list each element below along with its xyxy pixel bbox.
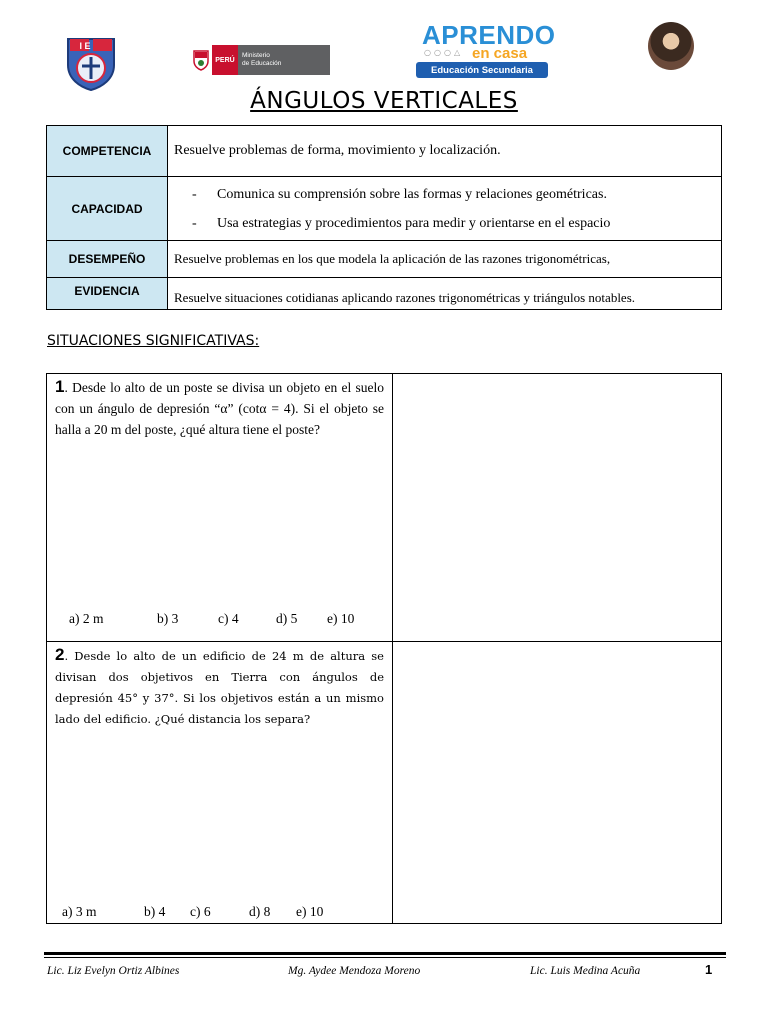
option-d: d) 5 <box>276 611 298 626</box>
problem-1-statement <box>55 376 384 440</box>
footer-author-1: Lic. Liz Evelyn Ortiz Albines <box>47 965 180 977</box>
option-e: e) 10 <box>296 904 324 919</box>
problem-1-work-area[interactable] <box>393 374 722 642</box>
footer-author-3: Lic. Luis Medina Acuña <box>530 965 641 977</box>
problem-2-cell <box>47 642 393 924</box>
competencies-table <box>46 125 722 310</box>
desempeno-text: Resuelve problemas en los que modela la aplicación de las razones trigonométricas, <box>168 241 722 278</box>
footer-divider-thick <box>44 952 726 955</box>
competencia-row <box>47 126 722 177</box>
aprendo-en-casa-logo <box>414 20 556 80</box>
capacidad-list-cell <box>168 177 722 241</box>
peru-shield-icon <box>190 45 212 75</box>
list-item <box>192 180 721 209</box>
saint-portrait-icon <box>648 22 694 70</box>
evidencia-text: Resuelve situaciones cotidianas aplicando razones trigonométricas y triángulos notables. <box>168 278 722 310</box>
problem-2-work-area[interactable] <box>393 642 722 924</box>
problem-2-text: . Desde lo alto de un edificio de 24 m de altura se divisan dos objetivos en Tierra con ángulos de depresión 45° y 37°. Si los objetivos están a un mismo lado del edificio. ¿Qué distancia los separa? <box>55 649 384 726</box>
list-item <box>192 209 721 238</box>
crest-letters: I E <box>79 41 91 51</box>
aprendo-title: APRENDO <box>422 20 556 50</box>
option-a: a) 2 m <box>69 611 104 626</box>
desempeno-row <box>47 241 722 278</box>
footer-author-2: Mg. Aydee Mendoza Moreno <box>288 965 421 977</box>
evidencia-row <box>47 278 722 310</box>
aprendo-dots-icon: ○○○△ <box>424 48 464 57</box>
ministry-of-education-logo <box>190 45 330 75</box>
page-number: 1 <box>705 962 713 977</box>
ministry-line-1: Ministerio <box>242 52 270 59</box>
option-e: e) 10 <box>327 611 355 626</box>
problem-1-text: . Desde lo alto de un poste se divisa un objeto en el suelo con un ángulo de depresión “α” (cotα = 4). Si el objeto se halla a 20 m del poste, ¿qué altura tiene el poste? <box>55 380 384 437</box>
evidencia-label: EVIDENCIA <box>47 278 168 310</box>
desempeno-label: DESEMPEÑO <box>47 241 168 278</box>
footer-divider-thin <box>44 957 726 958</box>
problem-row-1 <box>47 374 722 642</box>
option-c: c) 6 <box>190 904 211 919</box>
problem-1-cell <box>47 374 393 642</box>
option-a: a) 3 m <box>62 904 97 919</box>
bullet-dash: - <box>192 215 197 231</box>
problem-1-number: 1 <box>55 377 65 396</box>
capacidad-item-text: Usa estrategias y procedimientos para medir y orientarse en el espacio <box>217 215 611 231</box>
competencia-text: Resuelve problemas de forma, movimiento y localización. <box>168 126 722 177</box>
capacidad-list <box>168 180 721 238</box>
problem-2-options <box>62 904 323 920</box>
aprendo-band: Educación Secundaria <box>416 62 548 78</box>
school-crest-logo <box>64 35 118 91</box>
option-d: d) 8 <box>249 904 271 919</box>
problem-1-options <box>69 611 354 627</box>
problem-2-number: 2 <box>55 645 65 664</box>
bullet-dash: - <box>192 186 197 202</box>
problem-row-2 <box>47 642 722 924</box>
section-heading: SITUACIONES SIGNIFICATIVAS: <box>47 333 260 349</box>
capacidad-item-text: Comunica su comprensión sobre las formas y relaciones geométricas. <box>217 186 607 202</box>
ministry-line-2: de Educación <box>242 60 282 67</box>
option-b: b) 3 <box>157 611 179 626</box>
option-b: b) 4 <box>144 904 166 919</box>
capacidad-row <box>47 177 722 241</box>
ministry-label <box>238 45 330 75</box>
option-c: c) 4 <box>218 611 239 626</box>
aprendo-subtitle: en casa <box>472 45 528 62</box>
peru-label: PERÚ <box>212 45 238 75</box>
page-title: ÁNGULOS VERTICALES <box>250 88 518 114</box>
problems-table <box>46 373 722 924</box>
capacidad-label: CAPACIDAD <box>47 177 168 241</box>
problem-2-statement <box>55 644 384 730</box>
competencia-label: COMPETENCIA <box>47 126 168 177</box>
